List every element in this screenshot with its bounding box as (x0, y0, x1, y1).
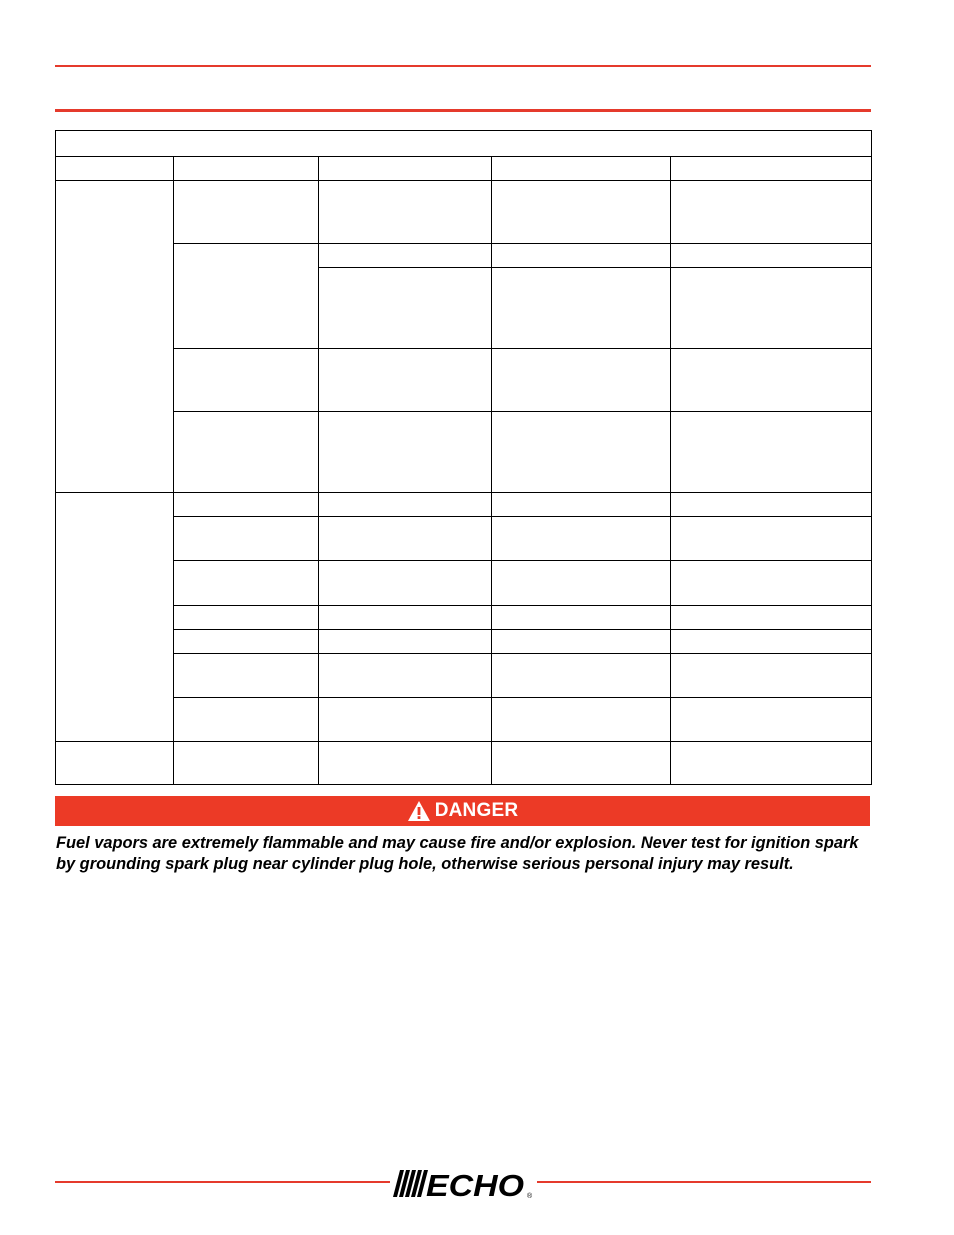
table-row-divider (56, 492, 871, 493)
echo-logo (390, 1167, 536, 1201)
footer-rule-left (55, 1181, 390, 1183)
table-row-divider (56, 156, 871, 157)
table-row-divider (56, 741, 871, 742)
table-column-divider (670, 156, 671, 784)
table-row-divider (318, 267, 871, 268)
svg-text:ECHO: ECHO (426, 1168, 524, 1201)
troubleshooting-table (55, 130, 872, 785)
footer-rule-right (537, 1181, 871, 1183)
table-row-divider (174, 516, 871, 517)
table-row-divider (174, 629, 871, 630)
header-rule-second (55, 109, 871, 112)
table-row-divider (174, 411, 871, 412)
table-row-divider (174, 653, 871, 654)
table-column-divider (318, 156, 319, 784)
danger-warning-text: Fuel vapors are extremely flammable and may cause fire and/or explosion. Never test for ignition spark by grounding spark plug near cylinder plug hole, otherwise serious personal injury may result. (56, 834, 859, 873)
table-column-divider (491, 156, 492, 784)
header-rule-top (55, 65, 871, 67)
table-row-divider (174, 348, 871, 349)
table-row-divider (56, 180, 871, 181)
table-row-divider (174, 243, 871, 244)
danger-banner (55, 796, 870, 826)
warning-triangle-icon (407, 800, 431, 822)
table-row-divider (174, 697, 871, 698)
table-column-divider (173, 156, 174, 784)
table-row-divider (174, 560, 871, 561)
svg-text:®: ® (527, 1193, 533, 1200)
danger-label: DANGER (434, 800, 519, 821)
table-row-divider (174, 605, 871, 606)
